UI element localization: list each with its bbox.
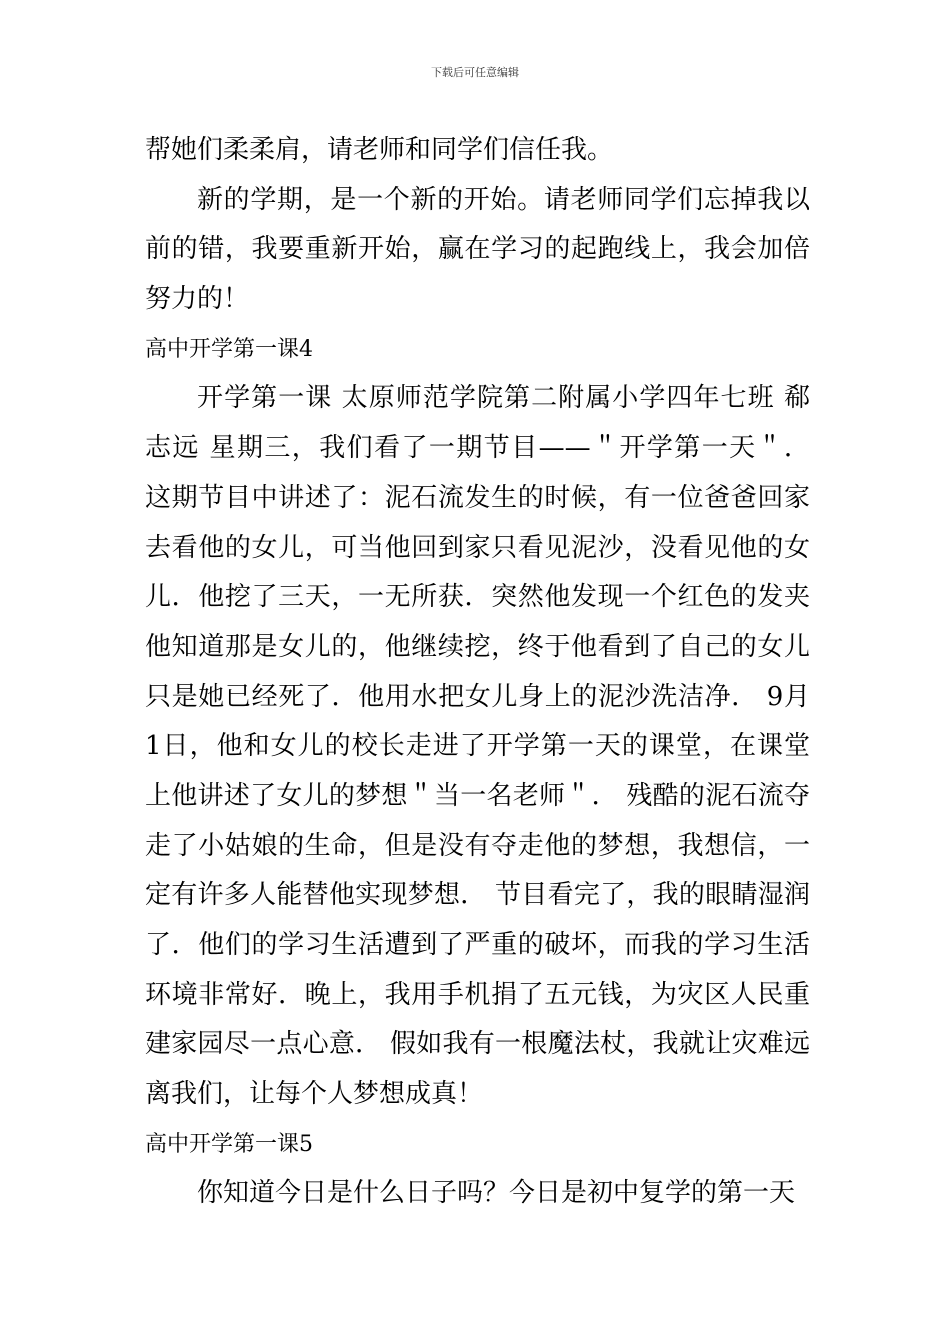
paragraph-line: 儿．他挖了三天，一无所获．突然他发现一个红色的发夹 <box>145 582 810 613</box>
paragraph-line: 你知道今日是什么日子吗？今日是初中复学的第一天 <box>197 1178 796 1209</box>
paragraph-line: 只是她已经死了．他用水把女儿身上的泥沙洗洁净． 9月 <box>145 681 810 712</box>
section-heading: 高中开学第一课4 <box>145 336 313 362</box>
page-header: 下载后可任意编辑 <box>431 66 519 79</box>
paragraph-line: 建家园尽一点心意． 假如我有一根魔法杖，我就让灾难远 <box>145 1029 810 1060</box>
paragraph-line: 去看他的女儿，可当他回到家只看见泥沙，没看见他的女 <box>145 532 810 563</box>
section-heading: 高中开学第一课5 <box>145 1131 313 1157</box>
paragraph-line: 上他讲述了女儿的梦想＂当一名老师＂． 残酷的泥石流夺 <box>145 780 810 811</box>
paragraph-line: 新的学期，是一个新的开始。请老师同学们忘掉我以 <box>197 184 810 215</box>
paragraph-line: 1日，他和女儿的校长走进了开学第一天的课堂，在课堂 <box>145 731 810 762</box>
paragraph-line: 他知道那是女儿的，他继续挖，终于他看到了自己的女儿 <box>145 631 810 662</box>
paragraph-line: 这期节目中讲述了：泥石流发生的时候，有一位爸爸回家 <box>145 482 810 513</box>
paragraph-line: 志远 星期三，我们看了一期节目——＂开学第一天＂． <box>145 433 810 464</box>
paragraph-line: 努力的！ <box>145 284 250 315</box>
paragraph-line: 帮她们柔柔肩，请老师和同学们信任我。 <box>145 135 614 165</box>
paragraph-line: 定有许多人能替他实现梦想． 节目看完了，我的眼睛湿润 <box>145 880 810 911</box>
paragraph-line: 走了小姑娘的生命，但是没有夺走他的梦想，我想信，一 <box>145 830 810 861</box>
paragraph-line: 开学第一课 太原师范学院第二附属小学四年七班 郗 <box>197 383 810 414</box>
document-body <box>145 126 810 1219</box>
paragraph-line: 离我们，让每个人梦想成真！ <box>145 1079 484 1110</box>
paragraph-line: 了．他们的学习生活遭到了严重的破坏，而我的学习生活 <box>145 930 810 960</box>
paragraph-line: 前的错，我要重新开始，赢在学习的起跑线上，我会加倍 <box>145 234 810 265</box>
paragraph-line: 环境非常好．晚上，我用手机捐了五元钱，为灾区人民重 <box>145 979 810 1010</box>
